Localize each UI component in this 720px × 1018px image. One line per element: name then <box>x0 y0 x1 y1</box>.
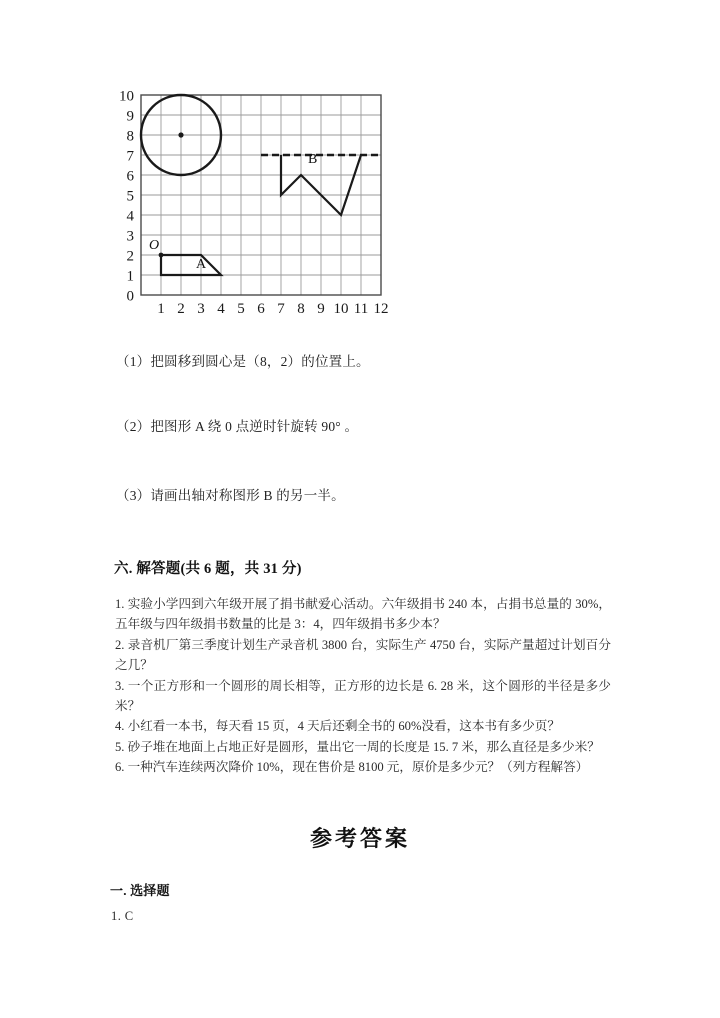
x-axis-tick-label: 10 <box>333 301 349 317</box>
shape-b-label: B <box>308 152 318 167</box>
grid-lines <box>141 95 381 295</box>
y-axis-tick-label: 6 <box>126 168 134 185</box>
section-heading: 六. 解答题(共 6 题，共 31 分) <box>114 561 302 577</box>
y-axis-tick-label: 4 <box>126 208 134 225</box>
x-axis-tick-labels <box>157 301 388 317</box>
y-axis-tick-label: 2 <box>126 248 134 265</box>
question-item: 2. 录音机厂第三季度计划生产录音机 3800 台，实际生产 4750 台，实际产量超过计划百分之几？ <box>115 637 611 673</box>
question-list <box>115 594 611 778</box>
shape-a-label: A <box>196 257 207 272</box>
answer-key-title: 参考答案 <box>309 826 410 851</box>
question-item: 4. 小红看一本书，每天看 15 页，4 天后还剩全书的 60%没看，这本书有多少页？ <box>115 719 560 734</box>
y-axis-tick-labels <box>119 89 135 305</box>
shape-a-polygon <box>161 255 221 275</box>
answer-section-heading: 一. 选择题 <box>110 883 170 898</box>
x-axis-tick-label: 12 <box>373 301 389 317</box>
x-axis-tick-label: 5 <box>237 301 245 317</box>
x-axis-tick-label: 8 <box>297 301 305 317</box>
x-axis-tick-label: 2 <box>177 301 185 317</box>
origin-point-label: O <box>149 238 160 253</box>
y-axis-tick-label: 5 <box>126 188 134 205</box>
x-axis-tick-label: 6 <box>257 301 265 317</box>
x-axis-tick-label: 9 <box>317 301 325 317</box>
answer-item: 1. C <box>111 909 134 923</box>
y-axis-tick-label: 9 <box>126 108 134 125</box>
x-axis-tick-label: 7 <box>277 301 285 317</box>
sub-question-1: （1）把圆移到圆心是（8，2）的位置上。 <box>116 354 370 369</box>
y-axis-tick-label: 3 <box>126 228 134 245</box>
question-item: 1. 实验小学四到六年级开展了捐书献爱心活动。六年级捐书 240 本，占捐书总量的 30%，五年级与四年级捐书数量的比是 3：4，四年级捐书多少本？ <box>115 597 611 632</box>
question-item: 6. 一种汽车连续两次降价 10%，现在售价是 8100 元，原价是多少元？（列方程解答） <box>115 760 589 775</box>
x-axis-tick-label: 1 <box>157 301 165 317</box>
y-axis-tick-label: 1 <box>126 268 134 285</box>
question-item: 5. 砂子堆在地面上占地正好是圆形，量出它一周的长度是 15. 7 米，那么直径是多少米？ <box>115 739 600 754</box>
circle-center-dot <box>178 132 183 137</box>
y-axis-tick-label: 10 <box>119 88 134 105</box>
question-item: 3. 一个正方形和一个圆形的周长相等，正方形的边长是 6. 28 米，这个圆形的半径是多少米？ <box>115 678 611 713</box>
sub-question-2: （2）把图形 A 绕 0 点逆时针旋转 90° 。 <box>116 419 359 434</box>
origin-point-dot <box>159 253 164 258</box>
coordinate-grid-figure <box>104 80 404 320</box>
y-axis-tick-label: 0 <box>126 288 134 305</box>
y-axis-tick-label: 8 <box>126 128 134 145</box>
coordinate-grid-svg <box>104 80 404 320</box>
x-axis-tick-label: 11 <box>353 301 369 317</box>
x-axis-tick-label: 4 <box>217 301 225 317</box>
sub-question-3: （3）请画出轴对称图形 B 的另一半。 <box>116 488 345 503</box>
x-axis-tick-label: 3 <box>197 301 205 317</box>
y-axis-tick-label: 7 <box>126 148 134 165</box>
